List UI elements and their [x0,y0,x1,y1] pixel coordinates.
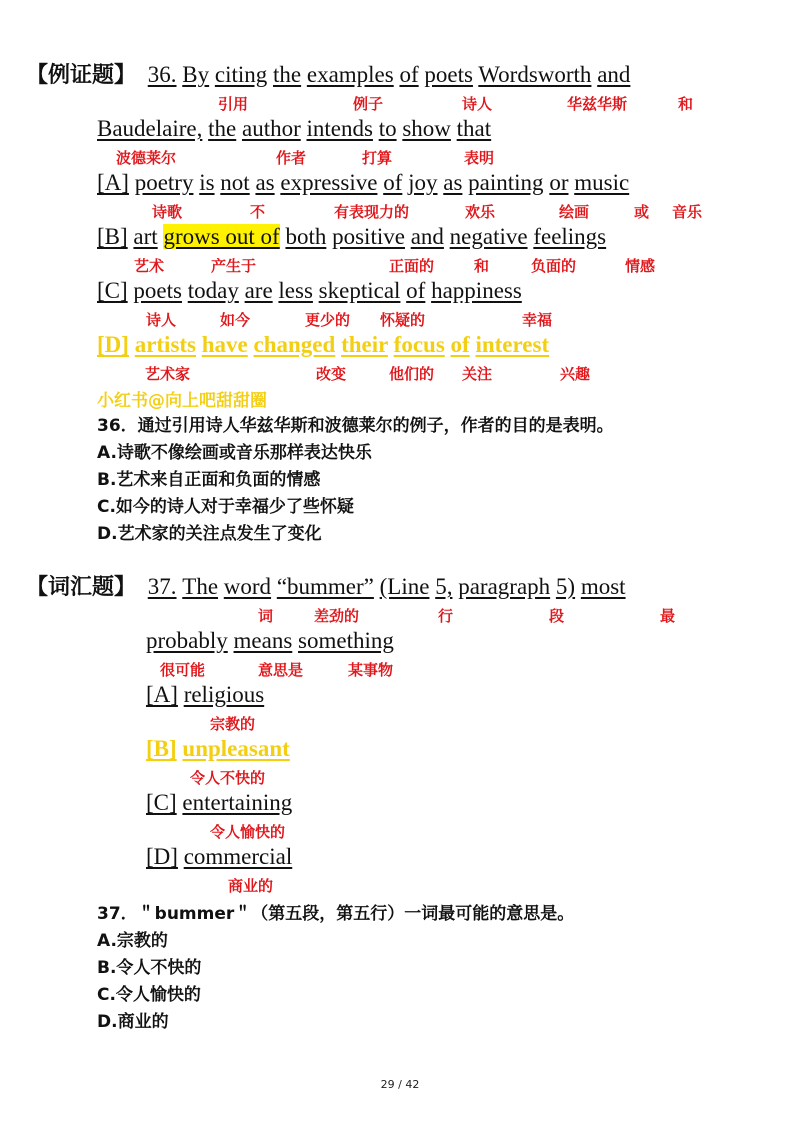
word: as [443,170,463,195]
q37-option-d [146,842,292,872]
word: intends [306,116,373,141]
word: as [255,170,275,195]
word: feelings [533,224,607,249]
word: their [341,332,388,357]
gloss: 最 [660,607,676,625]
word: entertaining [182,790,293,815]
gloss: 例子 [353,95,384,113]
gloss: 波德莱尔 [116,149,177,167]
word: and [597,62,631,87]
gloss: 改变 [316,365,347,383]
word: unpleasant [182,736,290,761]
option-label: [C] [146,790,177,815]
word: expressive [280,170,378,195]
word: religious [183,682,265,707]
gloss: 段 [549,607,565,625]
word: the [273,62,302,87]
gloss: 令人不快的 [190,769,266,787]
page-number: 29 / 42 [380,1078,420,1091]
gloss: 兴趣 [560,365,591,383]
gloss: 很可能 [160,661,206,679]
gloss: 艺术 [134,257,165,275]
word: 5, [435,574,453,599]
q37-translation-b: B.令人不快的 [97,958,202,978]
word: examples [306,62,394,87]
q37-option-a [146,680,264,710]
q36-translation-c: C.如今的诗人对于幸福少了些怀疑 [97,497,354,517]
gloss: 商业的 [228,877,274,895]
q37-translation-question: 37．＂bummer＂（第五段，第五行）一词最可能的意思是。 [97,904,575,924]
word: or [549,170,569,195]
word: interest [475,332,550,357]
gloss: 令人愉快的 [210,823,286,841]
word: author [241,116,301,141]
word: 36. [147,62,177,87]
q36-translation-a: A.诗歌不像绘画或音乐那样表达快乐 [97,443,372,463]
gloss: 华兹华斯 [567,95,628,113]
q37-line2 [146,626,394,656]
word: artists [134,332,197,357]
q36-option-c [97,276,522,306]
word: to [378,116,397,141]
word: less [278,278,313,303]
gloss: 艺术家 [145,365,191,383]
word: paragraph [458,574,551,599]
q36-tag: 【例证题】 [26,63,137,88]
word: happiness [431,278,522,303]
word: focus [393,332,445,357]
q36-option-a [97,168,629,198]
q36-line1 [26,60,630,91]
word: of [383,170,403,195]
word: negative [449,224,528,249]
gloss: 意思是 [258,661,304,679]
q37-translation-a: A.宗教的 [97,931,168,951]
q37-option-c [146,788,292,818]
word: are [244,278,273,303]
gloss: 怀疑的 [380,311,426,329]
q36-translation-b: B.艺术来自正面和负面的情感 [97,470,321,490]
word: (Line [379,574,430,599]
gloss: 诗歌 [152,203,183,221]
word: have [201,332,248,357]
q37-option-b-correct [146,734,290,764]
gloss: 诗人 [146,311,177,329]
q36-option-b [97,222,606,252]
gloss: 幸福 [522,311,553,329]
gloss: 宗教的 [210,715,256,733]
gloss: 音乐 [672,203,703,221]
word: By [182,62,210,87]
option-label: [D] [97,332,129,357]
gloss: 或 [634,203,650,221]
highlighted-phrase: grows out of [163,224,280,249]
q37-translation-c: C.令人愉快的 [97,985,201,1005]
word: is [199,170,215,195]
word: of [450,332,470,357]
word: commercial [183,844,293,869]
gloss: 负面的 [531,257,577,275]
q36-translation-d: D.艺术家的关注点发生了变化 [97,524,322,544]
option-label: [C] [97,278,128,303]
word: most [580,574,626,599]
word: and [410,224,444,249]
word: poets [424,62,473,87]
word: show [402,116,451,141]
word: citing [214,62,268,87]
option-label: [A] [97,170,129,195]
word: Baudelaire, [97,116,203,141]
gloss: 诗人 [462,95,493,113]
word: word [223,574,272,599]
gloss: 作者 [276,149,307,167]
gloss: 正面的 [389,257,435,275]
word: probably [146,628,228,653]
word: art [133,224,158,249]
word: The [182,574,219,599]
word: skeptical [318,278,401,303]
watermark: 小红书@向上吧甜甜圈 [97,391,267,411]
word: painting [468,170,544,195]
word: poets [133,278,182,303]
gloss: 和 [678,95,694,113]
option-label: [A] [146,682,178,707]
q36-line2 [97,114,491,144]
word: today [187,278,239,303]
gloss: 如今 [220,311,251,329]
q37-line1 [26,572,626,603]
word: the [208,116,237,141]
word: both [285,224,327,249]
word: “bummer” [276,574,374,599]
word: 5) [555,574,576,599]
option-label: [B] [97,224,128,249]
gloss: 打算 [362,149,393,167]
option-label: [B] [146,736,177,761]
word: positive [332,224,405,249]
word: Wordsworth [478,62,592,87]
gloss: 他们的 [389,365,435,383]
gloss: 情感 [625,257,656,275]
word: joy [408,170,438,195]
gloss: 产生于 [211,257,257,275]
word: that [456,116,492,141]
word: means [233,628,293,653]
gloss: 关注 [462,365,493,383]
q36-option-d-correct [97,330,549,360]
gloss: 不 [250,203,266,221]
word: of [406,278,426,303]
gloss: 行 [438,607,454,625]
word: something [298,628,394,653]
gloss: 绘画 [559,203,590,221]
gloss: 更少的 [305,311,351,329]
gloss: 差劲的 [314,607,360,625]
word: 37. [147,574,177,599]
q36-translation-question: 36．通过引用诗人华兹华斯和波德莱尔的例子，作者的目的是表明。 [97,416,614,436]
word: not [220,170,250,195]
word: changed [253,332,336,357]
gloss: 表明 [464,149,495,167]
gloss: 和 [474,257,490,275]
q37-translation-d: D.商业的 [97,1012,169,1032]
gloss: 某事物 [348,661,394,679]
gloss: 欢乐 [465,203,496,221]
word: of [399,62,419,87]
q37-tag: 【词汇题】 [26,575,137,600]
option-label: [D] [146,844,178,869]
gloss: 有表现力的 [334,203,410,221]
word: poetry [134,170,194,195]
word: music [574,170,630,195]
gloss: 引用 [218,95,249,113]
gloss: 词 [258,607,274,625]
